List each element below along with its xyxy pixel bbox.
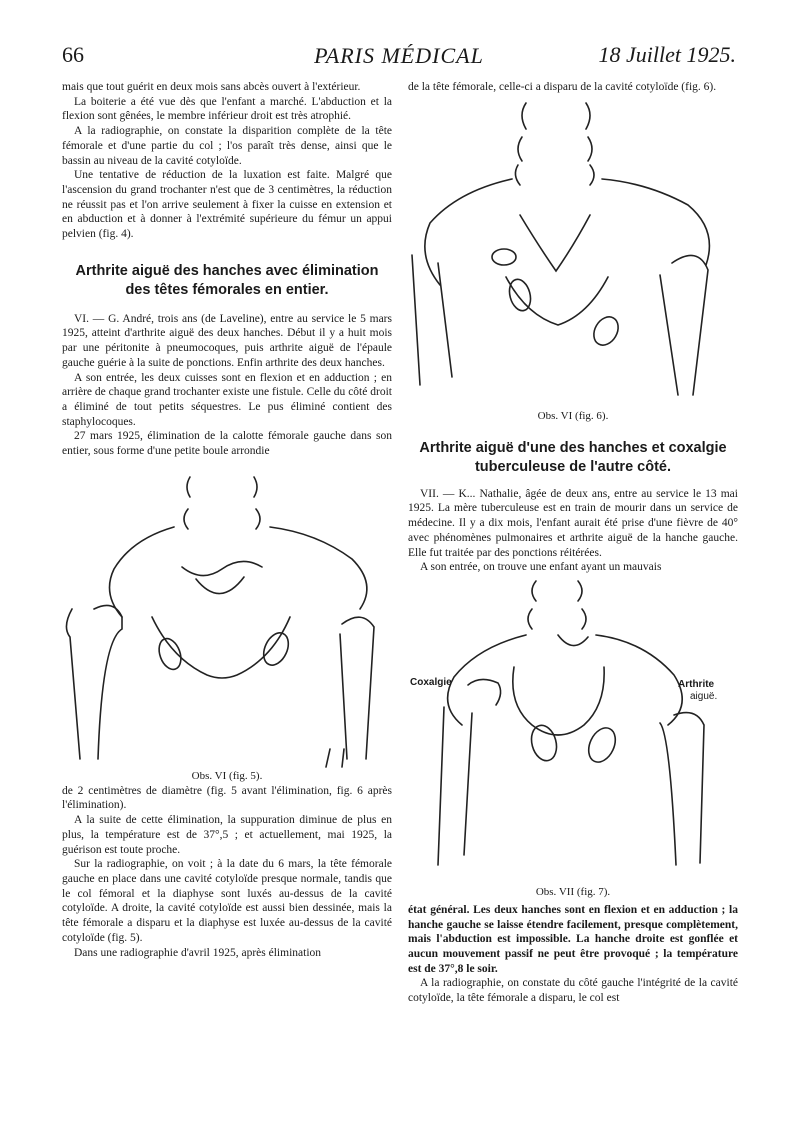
pelvis-drawing-fig6	[408, 95, 738, 405]
pelvis-drawing-fig7	[408, 575, 738, 885]
paragraph: mais que tout guérit en deux mois sans abcès ouvert à l'extérieur.	[62, 81, 361, 93]
paragraph: A la radiographie, on constate la disparition complète de la tête fémorale et d'une partie du col ; l'os paraît très dense, ainsi que le bassin au niveau de la cavité cotyloïde.	[62, 125, 392, 167]
figure-caption: Obs. VII (fig. 7).	[535, 885, 611, 898]
figure-label-coxalgie: Coxalgie	[410, 676, 452, 688]
issue-date: 18 Juillet 1925.	[598, 42, 736, 67]
figure-label-aigue: aiguë.	[690, 690, 718, 702]
paragraph: VII. — K... Nathalie, âgée de deux ans, entre au service le 13 mai 1925. La mère tuberculeuse est en train de mourir dans un service de médecine. Il y a dix mois, l'enfant aurait été prise d'une fièvre de 40° avec phénomènes pulmonaires et arthrite aiguë de la hanche gauche. Elle fut traitée par des ponctions réitérées.	[408, 487, 738, 559]
section-heading-vii: Arthrite aiguë d'une des hanches et coxalgie tuberculeuse de l'autre côté.	[419, 439, 727, 475]
paragraph: A son entrée, on trouve une enfant ayant un mauvais	[420, 561, 662, 574]
paragraph: La boiterie a été vue dès que l'enfant a marché. L'abduction et la flexion sont gênées, le membre inférieur droit est très atrophié.	[62, 95, 392, 123]
page-header	[62, 42, 736, 78]
paragraph: état général. Les deux hanches sont en flexion et en adduction ; la hanche gauche se laisse étendre facilement, presque complètement, mais l'abduction est impossible. La hanche droite est gonflée et aucun mouvement passif ne peut être provoqué ; la température est de 37°,8 le soir.	[408, 903, 738, 975]
paragraph: Sur la radiographie, on voit ; à la date du 6 mars, la tête fémorale gauche en place dans une cavité cotyloïde presque normale, tandis que le col fémoral et la diaphyse sont luxés au-dessus de la cavité cotyloïde. A droite, la cavité cotyloïde est aussi bien dessinée, mais la tête fémorale a disparu et la diaphyse est luxée au-dessus de la cavité cotyloïde (fig. 5).	[62, 858, 392, 944]
figure-6	[408, 95, 738, 425]
figure-label-arthrite: Arthrite	[678, 678, 715, 690]
paragraph: 27 mars 1925, élimination de la calotte fémorale gauche dans son entier, sous forme d'une petite boule arrondie	[62, 430, 392, 458]
left-column	[62, 80, 392, 960]
paragraph: de la tête fémorale, celle-ci a disparu de la cavité cotyloïde (fig. 6).	[408, 81, 717, 93]
paragraph: A son entrée, les deux cuisses sont en flexion et en adduction ; en arrière de chaque grand trochanter existe une fistule. Celle du côté droit a éliminé de tout petits séquestres. Le pus éliminé contient des staphylocoques.	[62, 371, 392, 428]
figure-caption: Obs. VI (fig. 6).	[537, 409, 609, 422]
right-column	[408, 80, 738, 1006]
journal-title: PARIS MÉDICAL	[314, 43, 484, 68]
paragraph: A la suite de cette élimination, la suppuration diminue de plus en plus, la température est de 37°,5 ; et actuellement, mai 1925, la guérison est toute proche.	[62, 814, 392, 856]
pelvis-drawing-fig5	[62, 459, 392, 769]
paragraph: de 2 centimètres de diamètre (fig. 5 avant l'élimination, fig. 6 après l'élimination).	[62, 784, 392, 812]
paragraph: A la radiographie, on constate du côté gauche l'intégrité de la cavité cotyloïde, la tête fémorale a disparu, le col est	[408, 977, 738, 1005]
page-number: 66	[62, 42, 84, 67]
figure-caption: Obs. VI (fig. 5).	[191, 769, 263, 782]
figure-7	[408, 575, 738, 903]
paragraph: VI. — G. André, trois ans (de Laveline), entre au service le 5 mars 1925, atteint d'arthrite aiguë des deux hanches. Début il y a huit mois par une péritonite à pneumocoques, puis arthrite aiguë de l'épaule gauche guérie à la suite de ponctions. Enfin arthrite des deux hanches.	[62, 312, 392, 369]
section-heading-vi: Arthrite aiguë des hanches avec élimination des têtes fémorales en entier.	[75, 262, 379, 298]
figure-5	[62, 459, 392, 784]
paragraph: Une tentative de réduction de la luxation est faite. Malgré que l'ascension du grand trochanter n'est que de 3 centimètres, la réduction ne réussit pas et l'on arrive seulement à fixer la cuisse en extension et en abduction et à donner à l'extrémité supérieure du fémur un appui pelvien (fig. 4).	[62, 169, 392, 241]
paragraph: Dans une radiographie d'avril 1925, après élimination	[74, 946, 322, 959]
